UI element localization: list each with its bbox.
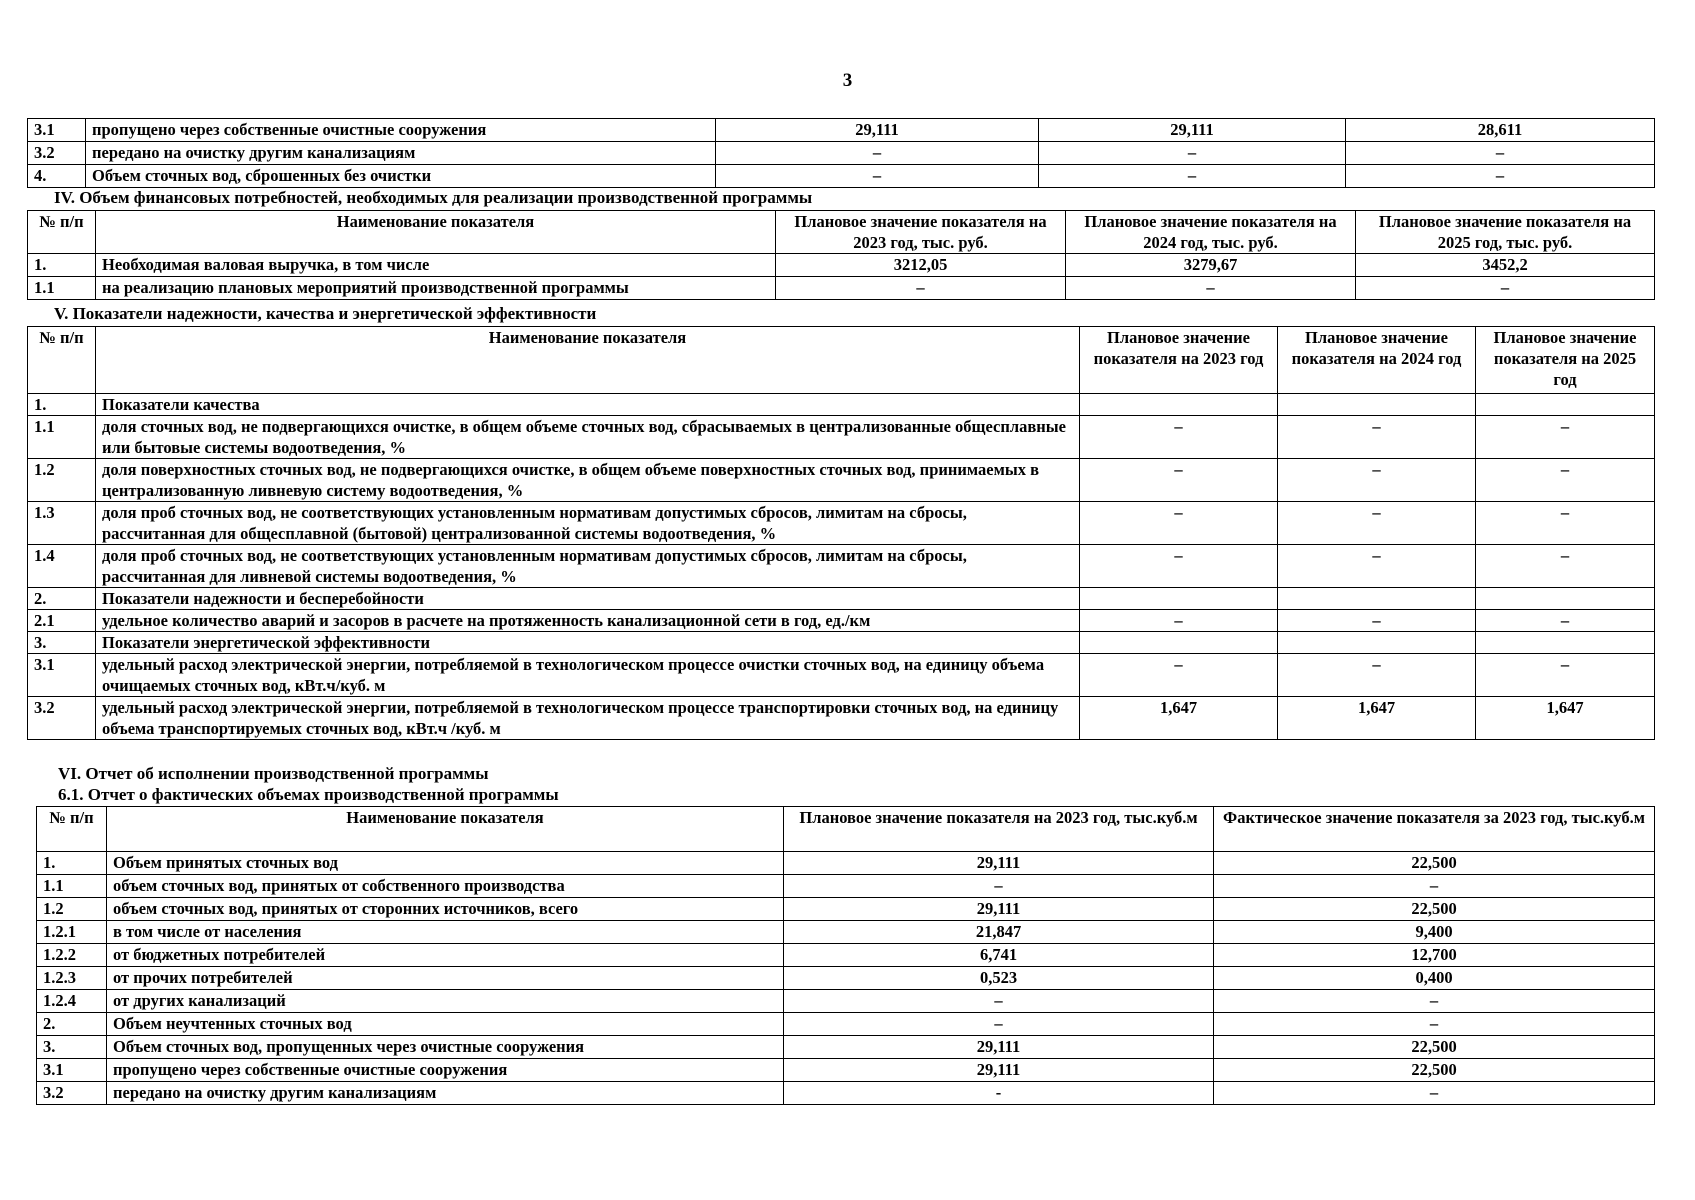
value-v2025: – bbox=[1346, 142, 1655, 165]
value-plan: 29,111 bbox=[784, 852, 1214, 875]
value-fact: – bbox=[1214, 875, 1655, 898]
indicator-name: на реализацию плановых мероприятий производственной программы bbox=[96, 277, 776, 300]
value-v2024: – bbox=[1039, 165, 1346, 188]
row-number: 1. bbox=[37, 852, 107, 875]
indicator-name: пропущено через собственные очистные сооружения bbox=[107, 1059, 784, 1082]
value-v2023: – bbox=[1080, 502, 1278, 545]
table-row bbox=[28, 654, 1655, 697]
value-v2023: – bbox=[1080, 545, 1278, 588]
indicator-name: объем сточных вод, принятых от собственного производства bbox=[107, 875, 784, 898]
value-plan: 29,111 bbox=[784, 898, 1214, 921]
table-row bbox=[28, 254, 1655, 277]
header-name: Наименование показателя bbox=[107, 807, 784, 852]
value-v2024: 1,647 bbox=[1278, 697, 1476, 740]
value-plan: 0,523 bbox=[784, 967, 1214, 990]
header-fact-2023: Фактическое значение показателя за 2023 год, тыс.куб.м bbox=[1214, 807, 1655, 852]
table-row bbox=[37, 1082, 1655, 1105]
table-row bbox=[28, 459, 1655, 502]
table-row bbox=[37, 967, 1655, 990]
reliability-table bbox=[27, 326, 1655, 740]
finance-table-header bbox=[28, 211, 1655, 254]
table-row bbox=[37, 1036, 1655, 1059]
row-number: 3.2 bbox=[28, 142, 86, 165]
table-row bbox=[37, 852, 1655, 875]
row-number: 1.2.3 bbox=[37, 967, 107, 990]
section-6-title: VI. Отчет об исполнении производственной программы bbox=[58, 764, 489, 783]
indicator-name: объем сточных вод, принятых от сторонних источников, всего bbox=[107, 898, 784, 921]
value-plan: 6,741 bbox=[784, 944, 1214, 967]
value-v2023: – bbox=[1080, 416, 1278, 459]
value-v2025: – bbox=[1476, 610, 1655, 632]
volume-table-tail bbox=[27, 118, 1655, 188]
value-fact: – bbox=[1214, 990, 1655, 1013]
value-v2024: – bbox=[1278, 416, 1476, 459]
row-number: 2. bbox=[37, 1013, 107, 1036]
row-number: 1.2.4 bbox=[37, 990, 107, 1013]
table-row bbox=[37, 921, 1655, 944]
value-v2023: 3212,05 bbox=[776, 254, 1066, 277]
indicator-name: в том числе от населения bbox=[107, 921, 784, 944]
value-fact: 0,400 bbox=[1214, 967, 1655, 990]
indicator-name: удельный расход электрической энергии, потребляемой в технологическом процессе транспортировки сточных вод, на единицу объема транспортируемых сточных вод, кВт.ч /куб. м bbox=[96, 697, 1080, 740]
value-v2023: – bbox=[716, 142, 1039, 165]
table-row bbox=[37, 990, 1655, 1013]
row-number: 1.2.1 bbox=[37, 921, 107, 944]
value-v2024: – bbox=[1039, 142, 1346, 165]
header-plan-2023: Плановое значение показателя на 2023 год bbox=[1080, 327, 1278, 394]
header-no: № п/п bbox=[28, 211, 96, 254]
volume-table-tail-body bbox=[28, 119, 1655, 188]
value-plan: 29,111 bbox=[784, 1059, 1214, 1082]
header-name: Наименование показателя bbox=[96, 211, 776, 254]
row-number: 3.2 bbox=[37, 1082, 107, 1105]
indicator-name: Объем неучтенных сточных вод bbox=[107, 1013, 784, 1036]
indicator-name: Показатели надежности и бесперебойности bbox=[96, 588, 1080, 610]
table-row bbox=[37, 875, 1655, 898]
row-number: 3. bbox=[28, 632, 96, 654]
indicator-name: удельный расход электрической энергии, потребляемой в технологическом процессе очистки сточных вод, на единицу объема очищаемых сточных вод, кВт.ч/куб. м bbox=[96, 654, 1080, 697]
table-row bbox=[28, 632, 1655, 654]
value-plan: - bbox=[784, 1082, 1214, 1105]
table-row bbox=[37, 898, 1655, 921]
value-plan: 29,111 bbox=[784, 1036, 1214, 1059]
section-4-title: IV. Объем финансовых потребностей, необходимых для реализации производственной программы bbox=[54, 188, 813, 207]
value-v2025 bbox=[1476, 632, 1655, 654]
indicator-name: доля проб сточных вод, не соответствующих установленным нормативам допустимых сбросов, лимитам на сбросы, рассчитанная для общесплавной (бытовой) централизованной системы водоотведения, % bbox=[96, 502, 1080, 545]
row-number: 1.1 bbox=[28, 277, 96, 300]
value-v2025: – bbox=[1476, 459, 1655, 502]
value-v2023: 29,111 bbox=[716, 119, 1039, 142]
indicator-name: Объем сточных вод, пропущенных через очистные сооружения bbox=[107, 1036, 784, 1059]
table-row bbox=[37, 1013, 1655, 1036]
reliability-table-body bbox=[28, 394, 1655, 740]
row-number: 1. bbox=[28, 254, 96, 277]
indicator-name: доля поверхностных сточных вод, не подвергающихся очистке, в общем объеме поверхностных сточных вод, принимаемых в централизованную ливневую систему водоотведения, % bbox=[96, 459, 1080, 502]
indicator-name: от других канализаций bbox=[107, 990, 784, 1013]
table-row bbox=[28, 142, 1655, 165]
value-v2024: 3279,67 bbox=[1066, 254, 1356, 277]
value-v2023 bbox=[1080, 588, 1278, 610]
value-fact: 22,500 bbox=[1214, 852, 1655, 875]
value-v2024 bbox=[1278, 394, 1476, 416]
row-number: 1.2.2 bbox=[37, 944, 107, 967]
value-plan: – bbox=[784, 1013, 1214, 1036]
indicator-name: доля проб сточных вод, не соответствующих установленным нормативам допустимых сбросов, лимитам на сбросы, рассчитанная для ливневой системы водоотведения, % bbox=[96, 545, 1080, 588]
indicator-name: Показатели качества bbox=[96, 394, 1080, 416]
header-no: № п/п bbox=[28, 327, 96, 394]
value-v2024: 29,111 bbox=[1039, 119, 1346, 142]
value-v2024: – bbox=[1278, 545, 1476, 588]
row-number: 2. bbox=[28, 588, 96, 610]
row-number: 1.2 bbox=[37, 898, 107, 921]
finance-table-body bbox=[28, 254, 1655, 300]
table-row bbox=[28, 610, 1655, 632]
row-number: 1.1 bbox=[28, 416, 96, 459]
indicator-name: Объем сточных вод, сброшенных без очистки bbox=[86, 165, 716, 188]
table-row bbox=[28, 545, 1655, 588]
header-plan-2024: Плановое значение показателя на 2024 год bbox=[1278, 327, 1476, 394]
value-v2023: – bbox=[716, 165, 1039, 188]
row-number: 3.1 bbox=[37, 1059, 107, 1082]
indicator-name: от прочих потребителей bbox=[107, 967, 784, 990]
value-v2024: – bbox=[1066, 277, 1356, 300]
table-row bbox=[28, 588, 1655, 610]
value-v2023: – bbox=[1080, 459, 1278, 502]
table-row bbox=[28, 277, 1655, 300]
value-v2025: 1,647 bbox=[1476, 697, 1655, 740]
table-row bbox=[28, 165, 1655, 188]
row-number: 1. bbox=[28, 394, 96, 416]
header-name: Наименование показателя bbox=[96, 327, 1080, 394]
value-fact: 22,500 bbox=[1214, 1059, 1655, 1082]
value-v2025: – bbox=[1356, 277, 1655, 300]
table-row bbox=[28, 502, 1655, 545]
indicator-name: Показатели энергетической эффективности bbox=[96, 632, 1080, 654]
value-v2023 bbox=[1080, 632, 1278, 654]
row-number: 1.3 bbox=[28, 502, 96, 545]
value-v2023: – bbox=[1080, 610, 1278, 632]
table-row bbox=[28, 697, 1655, 740]
row-number: 4. bbox=[28, 165, 86, 188]
value-plan: – bbox=[784, 990, 1214, 1013]
value-v2024: – bbox=[1278, 502, 1476, 545]
value-v2023 bbox=[1080, 394, 1278, 416]
value-v2023: 1,647 bbox=[1080, 697, 1278, 740]
value-fact: 22,500 bbox=[1214, 1036, 1655, 1059]
value-v2024: – bbox=[1278, 654, 1476, 697]
indicator-name: доля сточных вод, не подвергающихся очистке, в общем объеме сточных вод, сбрасываемых в централизованные общесплавные или бытовые системы водоотведения, % bbox=[96, 416, 1080, 459]
indicator-name: Объем принятых сточных вод bbox=[107, 852, 784, 875]
value-v2025: – bbox=[1476, 502, 1655, 545]
row-number: 3.1 bbox=[28, 119, 86, 142]
value-plan: 21,847 bbox=[784, 921, 1214, 944]
indicator-name: Необходимая валовая выручка, в том числе bbox=[96, 254, 776, 277]
row-number: 1.2 bbox=[28, 459, 96, 502]
row-number: 3. bbox=[37, 1036, 107, 1059]
section-6-1-title: 6.1. Отчет о фактических объемах производственной программы bbox=[58, 785, 559, 804]
row-number: 3.2 bbox=[28, 697, 96, 740]
value-v2025: – bbox=[1346, 165, 1655, 188]
value-fact: 12,700 bbox=[1214, 944, 1655, 967]
value-v2025: – bbox=[1476, 545, 1655, 588]
header-plan-2023: Плановое значение показателя на 2023 год, тыс. руб. bbox=[776, 211, 1066, 254]
section-5-title: V. Показатели надежности, качества и энергетической эффективности bbox=[54, 304, 597, 323]
row-number: 3.1 bbox=[28, 654, 96, 697]
value-v2025: 28,611 bbox=[1346, 119, 1655, 142]
value-fact: 22,500 bbox=[1214, 898, 1655, 921]
value-v2024: – bbox=[1278, 459, 1476, 502]
value-v2024 bbox=[1278, 632, 1476, 654]
table-row bbox=[37, 944, 1655, 967]
value-fact: – bbox=[1214, 1082, 1655, 1105]
value-fact: 9,400 bbox=[1214, 921, 1655, 944]
value-v2025 bbox=[1476, 394, 1655, 416]
indicator-name: передано на очистку другим канализациям bbox=[107, 1082, 784, 1105]
report-table-body bbox=[37, 852, 1655, 1105]
report-table-header bbox=[37, 807, 1655, 852]
page-number: 3 bbox=[842, 70, 853, 91]
value-v2025: – bbox=[1476, 416, 1655, 459]
indicator-name: удельное количество аварий и засоров в расчете на протяженность канализационной сети в год, ед./км bbox=[96, 610, 1080, 632]
value-v2025: – bbox=[1476, 654, 1655, 697]
value-v2024: – bbox=[1278, 610, 1476, 632]
header-plan-2025: Плановое значение показателя на 2025 год bbox=[1476, 327, 1655, 394]
header-plan-2025: Плановое значение показателя на 2025 год, тыс. руб. bbox=[1356, 211, 1655, 254]
reliability-table-header bbox=[28, 327, 1655, 394]
table-row bbox=[28, 119, 1655, 142]
finance-table bbox=[27, 210, 1655, 300]
value-v2023: – bbox=[1080, 654, 1278, 697]
table-row bbox=[28, 394, 1655, 416]
indicator-name: передано на очистку другим канализациям bbox=[86, 142, 716, 165]
value-fact: – bbox=[1214, 1013, 1655, 1036]
row-number: 2.1 bbox=[28, 610, 96, 632]
report-table bbox=[36, 806, 1655, 1105]
row-number: 1.4 bbox=[28, 545, 96, 588]
header-no: № п/п bbox=[37, 807, 107, 852]
header-plan-2024: Плановое значение показателя на 2024 год, тыс. руб. bbox=[1066, 211, 1356, 254]
value-plan: – bbox=[784, 875, 1214, 898]
indicator-name: пропущено через собственные очистные сооружения bbox=[86, 119, 716, 142]
value-v2024 bbox=[1278, 588, 1476, 610]
row-number: 1.1 bbox=[37, 875, 107, 898]
table-row bbox=[28, 416, 1655, 459]
table-row bbox=[37, 1059, 1655, 1082]
value-v2023: – bbox=[776, 277, 1066, 300]
value-v2025 bbox=[1476, 588, 1655, 610]
indicator-name: от бюджетных потребителей bbox=[107, 944, 784, 967]
value-v2025: 3452,2 bbox=[1356, 254, 1655, 277]
header-plan-2023: Плановое значение показателя на 2023 год, тыс.куб.м bbox=[784, 807, 1214, 852]
